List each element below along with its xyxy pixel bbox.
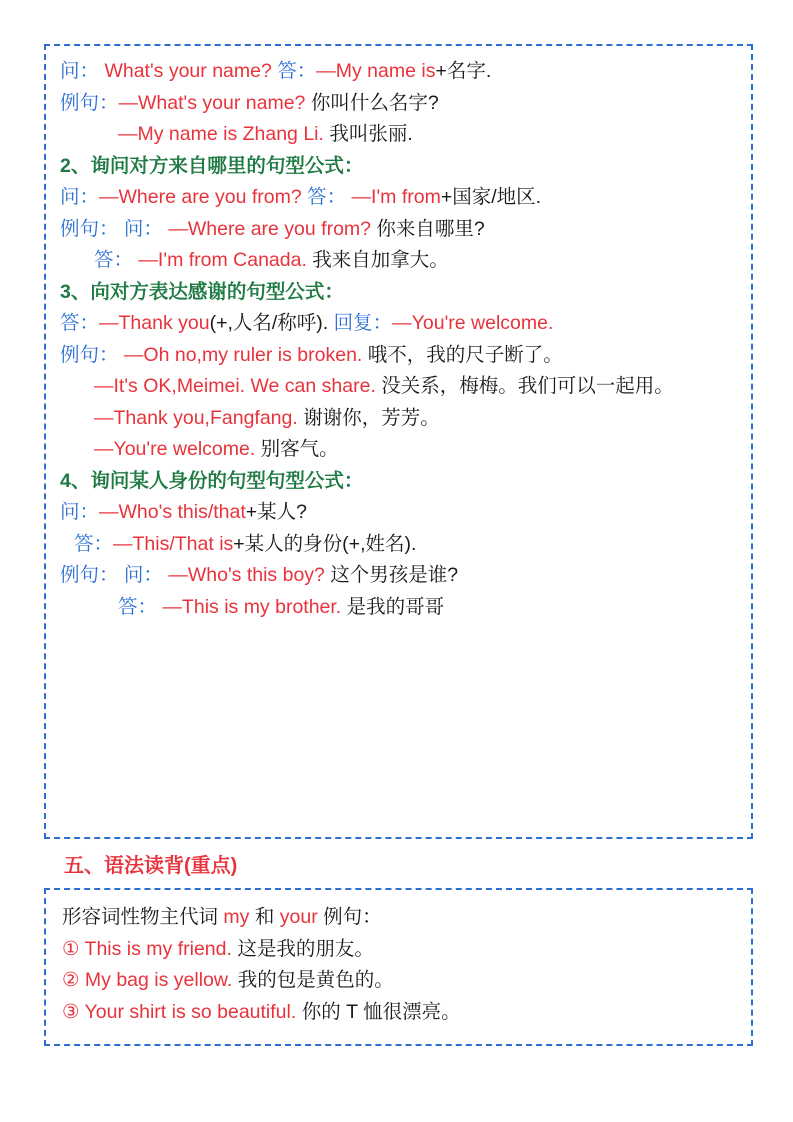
text-line: [60, 371, 737, 403]
text-segment: 你来自哪里?: [371, 217, 485, 240]
text-segment: What's your name?: [104, 60, 272, 82]
text-segment: —It's OK,Meimei. We can share.: [94, 375, 376, 397]
text-segment: 答：: [277, 60, 317, 82]
text-line: [60, 214, 737, 246]
text-segment: 我来自加拿大。: [306, 249, 449, 271]
text-segment: +名字.: [435, 60, 492, 82]
text-segment: —What's your name?: [118, 91, 306, 114]
text-line: [60, 88, 737, 120]
text-segment: 哦不，我的尺子断了。: [362, 343, 563, 366]
text-segment: +国家/地区.: [440, 186, 542, 208]
text-segment: —You're welcome.: [392, 312, 554, 334]
grammar-box-sentence-patterns: [44, 44, 753, 839]
text-segment: (+,人名/称呼).: [209, 312, 329, 334]
text-segment: ①: [62, 937, 85, 960]
text-segment: 问：: [60, 186, 100, 208]
text-segment: 问：: [60, 60, 100, 82]
text-line: [60, 592, 737, 624]
text-segment: —This/That is: [113, 532, 234, 555]
text-line: [60, 403, 737, 435]
text-segment: 例句：: [60, 91, 119, 114]
text-segment: 答：: [118, 595, 158, 618]
text-segment: —Where are you from?: [162, 217, 372, 240]
text-segment: 这是我的朋友。: [231, 937, 374, 960]
text-segment: 例句：: [317, 906, 382, 928]
text-segment: 问：: [60, 501, 100, 523]
text-segment: 例句：: [60, 217, 119, 240]
text-segment: your: [279, 906, 318, 928]
grammar-box-possessive-adjectives: [44, 888, 753, 1046]
section-heading-grammar-recitation: 五、语法读背(重点): [64, 855, 238, 877]
text-segment: —My name is Zhang Li.: [118, 123, 324, 145]
text-segment: my: [223, 906, 250, 928]
text-segment: 2、询问对方来自哪里的句型公式：: [60, 154, 364, 177]
text-line: [62, 997, 737, 1029]
text-line: [60, 497, 737, 529]
text-line: [60, 308, 737, 340]
text-segment: 答：: [60, 312, 100, 334]
text-line: [60, 560, 737, 592]
text-segment: 这个男孩是谁?: [324, 564, 459, 586]
sub-heading: [60, 151, 737, 183]
text-segment: 答：: [307, 186, 347, 208]
text-segment: 没关系，梅梅。我们可以一起用。: [375, 375, 674, 397]
text-segment: —I'm from Canada.: [133, 249, 307, 271]
text-line: [62, 934, 737, 966]
text-segment: 别客气。: [255, 438, 339, 460]
text-segment: 和: [249, 906, 280, 928]
text-line: [62, 965, 737, 997]
text-segment: 问：: [118, 564, 163, 586]
text-line: [60, 119, 737, 151]
text-line: [60, 245, 737, 277]
text-line: [60, 529, 737, 561]
text-segment: 4、询问某人身份的句型句型公式：: [60, 469, 364, 492]
text-segment: This is my friend.: [84, 937, 232, 960]
text-segment: 答：: [94, 249, 134, 271]
text-line: [60, 182, 737, 214]
text-line: [60, 434, 737, 466]
text-segment: 3、向对方表达感谢的句型公式：: [60, 280, 344, 303]
text-segment: —Oh no,my ruler is broken.: [118, 343, 363, 366]
text-line: [62, 902, 737, 934]
text-segment: —This is my brother.: [157, 595, 342, 618]
text-segment: 形容词性物主代词: [62, 906, 224, 928]
text-segment: +某人的身份(+,姓名).: [233, 532, 417, 555]
text-segment: +某人?: [245, 501, 308, 523]
text-segment: —You're welcome.: [94, 438, 256, 460]
text-segment: 你叫什么名字?: [305, 91, 439, 114]
text-segment: —I'm from: [346, 186, 441, 208]
sub-heading: [60, 277, 737, 309]
text-segment: 例句：: [60, 564, 119, 586]
text-segment: 我的包是黄色的。: [232, 969, 394, 991]
text-segment: 例句：: [60, 343, 119, 366]
text-segment: 我叫张丽.: [323, 123, 413, 145]
text-segment: 谢谢你，芳芳。: [297, 406, 440, 429]
text-segment: My bag is yellow.: [84, 969, 233, 991]
text-segment: 回复：: [333, 312, 393, 334]
text-segment: 你的 T 恤很漂亮。: [296, 1000, 461, 1023]
text-segment: —Where are you from?: [99, 186, 302, 208]
text-segment: —Who's this boy?: [162, 564, 325, 586]
text-segment: ③: [62, 1000, 85, 1023]
text-segment: 问：: [118, 217, 163, 240]
text-line: [60, 56, 737, 88]
text-segment: —Who's this/that: [99, 501, 246, 523]
text-segment: 是我的哥哥: [341, 595, 445, 618]
sub-heading: [60, 466, 737, 498]
text-segment: Your shirt is so beautiful.: [84, 1000, 297, 1023]
text-line: [60, 340, 737, 372]
text-segment: —Thank you,Fangfang.: [94, 406, 298, 429]
text-segment: 答：: [74, 532, 114, 555]
text-segment: —My name is: [316, 60, 436, 82]
text-segment: —Thank you: [99, 312, 210, 334]
text-segment: ②: [62, 969, 85, 991]
